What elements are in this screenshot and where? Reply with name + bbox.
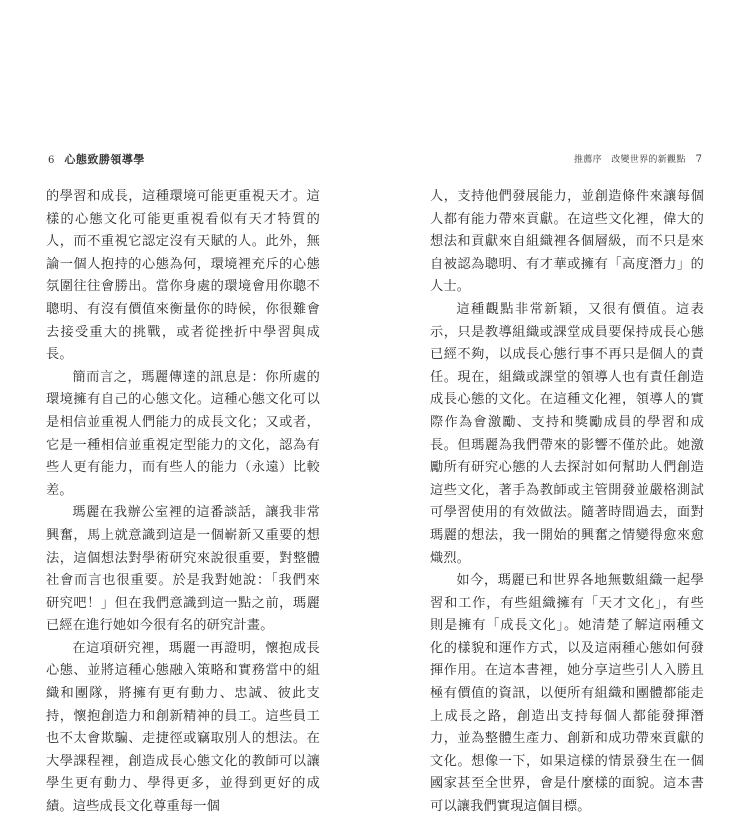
left-paragraph-3: 瑪麗在我辦公室裡的這番談話，讓我非常興奮，馬上就意識到這是一個嶄新又重要的想法，這個想法對學術研究來說很重要，對整體社會而言也很重要。於是我對她說：「我們來研究吧！」但在我們意識到這一點之前，瑪麗已經在進行她如今很有名的研究計畫。: [46, 505, 320, 634]
left-paragraph-4: 在這項研究裡，瑪麗一再證明，懷抱成長心態、並將這種心態融入策略和實務當中的組織和團隊，將擁有更有動力、忠誠、彼此支持，懷抱創造力和創新精神的員工。這些員工也不太會欺騙、走捷徑或竊取別人的想法。在大學課程裡，創造成長心態文化的教師可以讓學生更有動力、學得更多，並得到更好的成績。這些成長文化尊重每一個: [46, 640, 320, 815]
right-paragraph-2: 這種觀點非常新穎，又很有價值。這表示，只是教導組織或課堂成員要保持成長心態已經不夠，以成長心態行事不再只是個人的責任。現在，組織或課堂的領導人也有責任創造成長心態的文化。在這種文化裡，領導人的實際作為會激勵、支持和獎勵成員的學習和成長。但瑪麗為我們帶來的影響不僅於此。她激勵所有研究心態的人去探討如何幫助人們創造這些文化，著手為教師或主管開發並嚴格測試可學習使用的有效做法。隨著時間過去，面對瑪麗的想法，我一開始的興奮之情變得愈來愈熾烈。: [430, 301, 704, 566]
left-paragraph-1: 的學習和成長，這種環境可能更重視天才。這樣的心態文化可能更重視看似有天才特質的人，而不重視它認定沒有天賦的人。此外，無論一個人抱持的心態為何，環境裡充斥的心態氛圍往往會勝出。當你身處的環境會用你聰不聰明、有沒有價值來衡量你的時候，你很難會去接受重大的挑戰，或者從挫折中學習與成長。: [46, 189, 320, 363]
left-running-title: 心態致勝領導學: [64, 153, 145, 166]
left-page-header: [48, 152, 145, 168]
right-page-body: [430, 186, 704, 819]
right-paragraph-1: 人，支持他們發展能力，並創造條件來讓每個人都有能力帶來貢獻。在這些文化裡，偉大的想法和貢獻來自組織裡各個層級，而不只是來自被認為聰明、有才華或擁有「高度潛力」的人士。: [430, 189, 704, 295]
right-paragraph-3: 如今，瑪麗已和世界各地無數組織一起學習和工作，有些組織擁有「天才文化」，有些則是擁有「成長文化」。她清楚了解這兩種文化的樣貌和運作方式，以及這兩種心態如何發揮作用。在這本書裡，她分享這些引人入勝且極有價值的資訊，以便所有組織和團體都能走上成長之路，創造出支持每個人都能發揮潛力，並為整體生產力、創新和成功帶來貢獻的文化。想像一下，如果這樣的情景發生在一個國家甚至全世界，會是什麼樣的面貌。這本書可以讓我們實現這個目標。: [430, 573, 704, 815]
right-page-header: [574, 152, 702, 168]
right-page-number: 7: [695, 154, 702, 165]
left-paragraph-2: 簡而言之，瑪麗傳達的訊息是：你所處的環境擁有自己的心態文化。這種心態文化可以是相信並重視人們能力的成長文化；又或者，它是一種相信並重視定型能力的文化，認為有些人更有能力，而有些人的能力（永遠）比較差。: [46, 369, 320, 498]
right-running-title: 推薦序 改變世界的新觀點: [574, 155, 686, 165]
left-page-number: 6: [48, 155, 55, 166]
left-page-body: [46, 186, 320, 819]
